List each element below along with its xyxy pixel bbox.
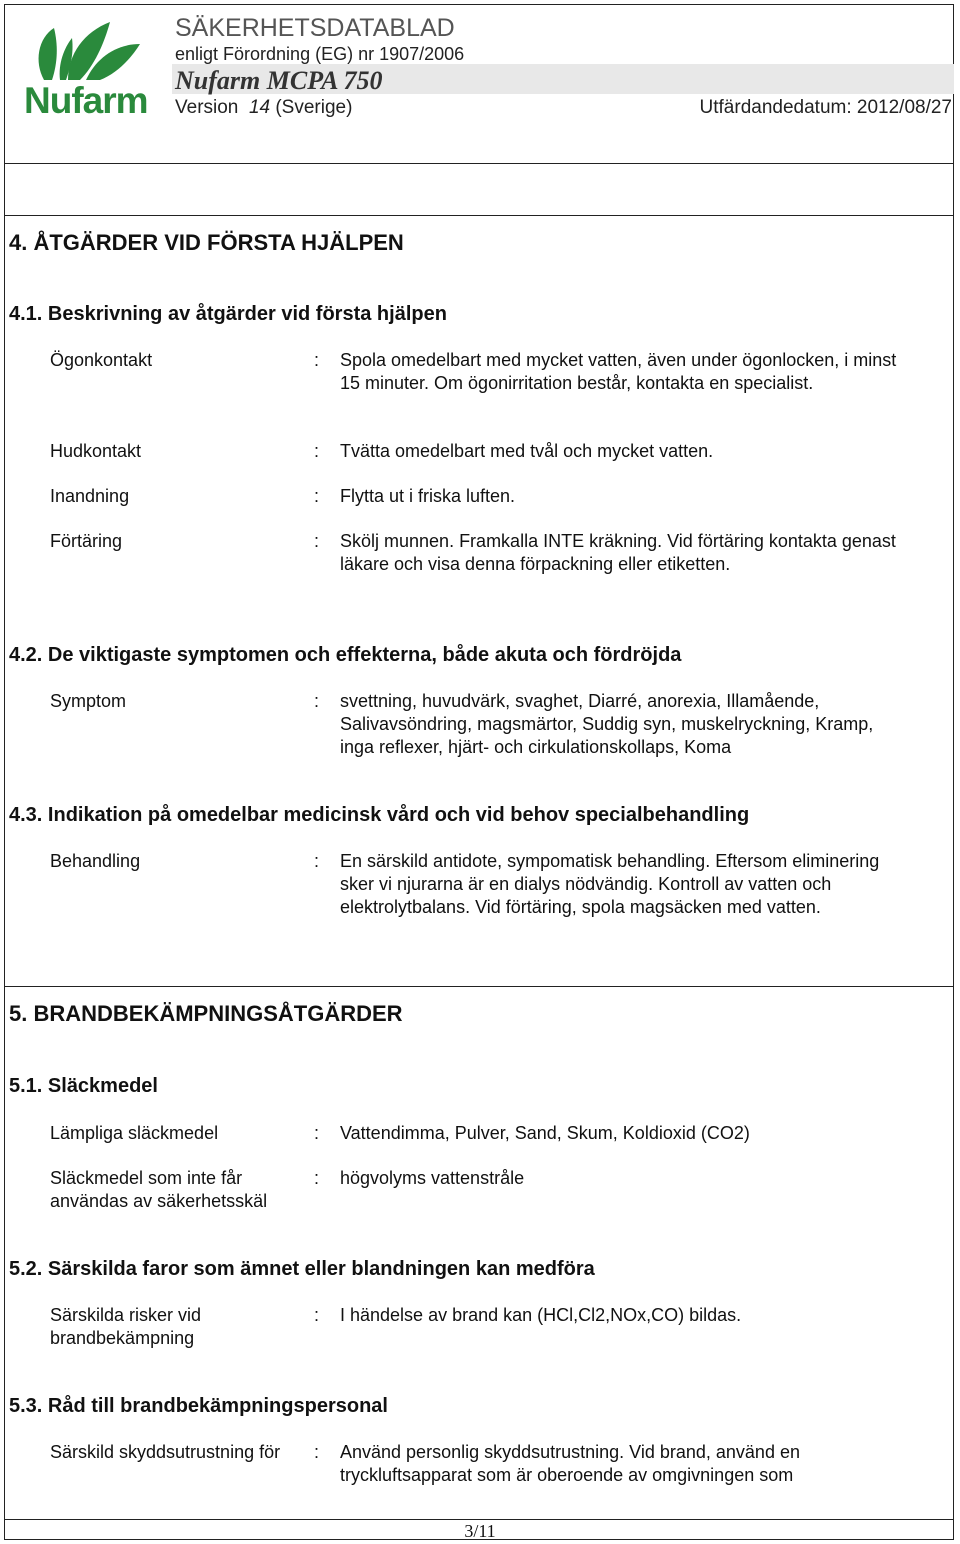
- section-4-title: 4. ÅTGÄRDER VID FÖRSTA HJÄLPEN: [9, 230, 404, 255]
- section-divider: [4, 215, 954, 216]
- row-label: Särskilda risker vid brandbekämpning: [50, 1305, 202, 1348]
- row-label: Förtäring: [50, 531, 123, 551]
- version-number: 14: [248, 97, 271, 118]
- row-label: Släckmedel som inte får användas av säkerhetsskäl: [50, 1168, 268, 1211]
- row-value: Tvätta omedelbart med tvål och mycket vatten.: [340, 441, 714, 461]
- row-value: Skölj munnen. Framkalla INTE kräkning. Vid förtäring kontakta genast läkare och visa denna förpackning eller etiketten.: [340, 531, 896, 574]
- row-separator: :: [314, 486, 320, 506]
- subsection-5-2-title: 5.2. Särskilda faror som ämnet eller blandningen kan medföra: [9, 1258, 595, 1280]
- nufarm-leaf-icon: [24, 14, 148, 84]
- row-separator: :: [314, 531, 320, 551]
- subsection-4-2-title: 4.2. De viktigaste symptomen och effekterna, både akuta och fördröjda: [9, 644, 682, 666]
- row-separator: :: [314, 1305, 320, 1325]
- version-suffix: (Sverige): [275, 97, 353, 118]
- row-label: Inandning: [50, 486, 130, 506]
- subsection-4-1-title: 4.1. Beskrivning av åtgärder vid första hjälpen: [9, 303, 447, 325]
- page-number: 3/11: [464, 1521, 496, 1541]
- row-value: En särskild antidote, sympomatisk behandling. Eftersom eliminering sker vi njurarna är en dialys nödvändig. Kontroll av vatten och elektrolytbalans. Vid förtäring, spola magsäcken med vatten.: [340, 851, 880, 917]
- row-label: Hudkontakt: [50, 441, 142, 461]
- document-title: SÄKERHETSDATABLAD: [175, 14, 455, 42]
- product-name: Nufarm MCPA 750: [175, 66, 383, 95]
- regulation-reference: enligt Förordning (EG) nr 1907/2006: [175, 44, 465, 64]
- footer-divider: [4, 1519, 954, 1520]
- row-separator: :: [314, 441, 320, 461]
- row-value: högvolyms vattenstråle: [340, 1168, 525, 1188]
- section-5-title: 5. BRANDBEKÄMPNINGSÅTGÄRDER: [9, 1001, 403, 1026]
- row-label: Särskild skyddsutrustning för: [50, 1442, 281, 1462]
- row-separator: :: [314, 1442, 320, 1462]
- row-value: I händelse av brand kan (HCl,Cl2,NOx,CO) bildas.: [340, 1305, 742, 1325]
- row-separator: :: [314, 851, 320, 871]
- row-separator: :: [314, 1123, 320, 1143]
- row-value: Flytta ut i friska luften.: [340, 486, 516, 506]
- row-label: Ögonkontakt: [50, 350, 153, 370]
- row-label: Symptom: [50, 691, 127, 711]
- row-value: svettning, huvudvärk, svaghet, Diarré, anorexia, Illamående, Salivavsöndring, magsmärtor, Suddig syn, muskelryckning, Kramp, inga reflexer, hjärt- och cirkulationskollaps, Koma: [340, 691, 874, 757]
- version-prefix: Version: [175, 97, 239, 118]
- row-separator: :: [314, 350, 320, 370]
- row-separator: :: [314, 1168, 320, 1188]
- logo-wordmark: Nufarm: [24, 80, 148, 121]
- header-divider: [4, 163, 954, 164]
- subsection-5-3-title: 5.3. Råd till brandbekämpningspersonal: [9, 1395, 388, 1417]
- row-separator: :: [314, 691, 320, 711]
- subsection-4-3-title: 4.3. Indikation på omedelbar medicinsk vård och vid behov specialbehandling: [9, 804, 750, 826]
- row-value: Spola omedelbart med mycket vatten, även under ögonlocken, i minst 15 minuter. Om ögonirritation består, kontakta en specialist.: [340, 350, 897, 393]
- row-value: Använd personlig skyddsutrustning. Vid brand, använd en tryckluftsapparat som är oberoende av omgivningen som: [340, 1442, 800, 1485]
- row-value: Vattendimma, Pulver, Sand, Skum, Koldioxid (CO2): [340, 1123, 750, 1143]
- section-divider: [4, 986, 954, 987]
- row-label: Lämpliga släckmedel: [50, 1123, 219, 1143]
- row-label: Behandling: [50, 851, 141, 871]
- version-info: [175, 97, 352, 119]
- subsection-5-1-title: 5.1. Släckmedel: [9, 1075, 158, 1097]
- issue-date: Utfärdandedatum: 2012/08/27: [699, 97, 952, 118]
